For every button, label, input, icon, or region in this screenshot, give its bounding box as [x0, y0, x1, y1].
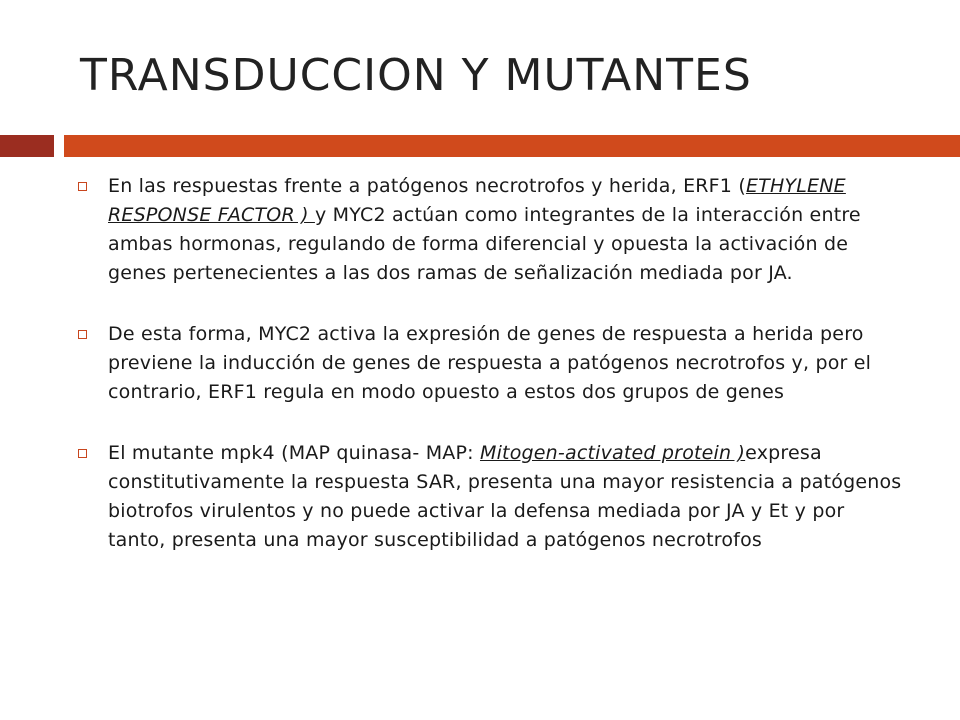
- bullet-item-erf1: [78, 172, 908, 288]
- bullet-text-emphasis: Mitogen-activated protein ): [479, 442, 746, 464]
- bullet-text-after: expresa constitutivamente la respuesta SAR, presenta una mayor resistencia a patógenos biotrofos virulentos y no puede activar la defensa mediada por JA y Et y por tanto, presenta una mayor susceptibilidad a patógenos necrotrofos: [108, 442, 902, 551]
- slide-title: TRANSDUCCION Y MUTANTES: [80, 50, 752, 101]
- bullet-text-after: y MYC2 actúan como integrantes de la interacción entre ambas hormonas, regulando de forma diferencial y opuesta la activación de genes pertenecientes a las dos ramas de señalización mediada por JA.: [108, 204, 861, 284]
- bullet-text: De esta forma, MYC2 activa la expresión de genes de respuesta a herida pero previene la inducción de genes de respuesta a patógenos necrotrofos y, por el contrario, ERF1 regula en modo opuesto a estos dos grupos de genes: [108, 323, 872, 403]
- square-bullet-icon: [78, 449, 87, 458]
- bullet-item-mpk4: [78, 439, 908, 555]
- square-bullet-icon: [78, 182, 87, 191]
- bullet-text-emphasis: ETHYLENE RESPONSE FACTOR ): [108, 175, 846, 226]
- bullet-item-myc2: [78, 320, 908, 407]
- title-rule-left-accent: [0, 135, 54, 157]
- title-rule-bar: [64, 135, 960, 157]
- bullet-text-before: En las respuestas frente a patógenos necrotrofos y herida, ERF1 (: [108, 175, 746, 197]
- bullet-text-before: El mutante mpk4 (MAP quinasa- MAP:: [108, 442, 480, 464]
- square-bullet-icon: [78, 330, 87, 339]
- bullet-list: [78, 172, 908, 587]
